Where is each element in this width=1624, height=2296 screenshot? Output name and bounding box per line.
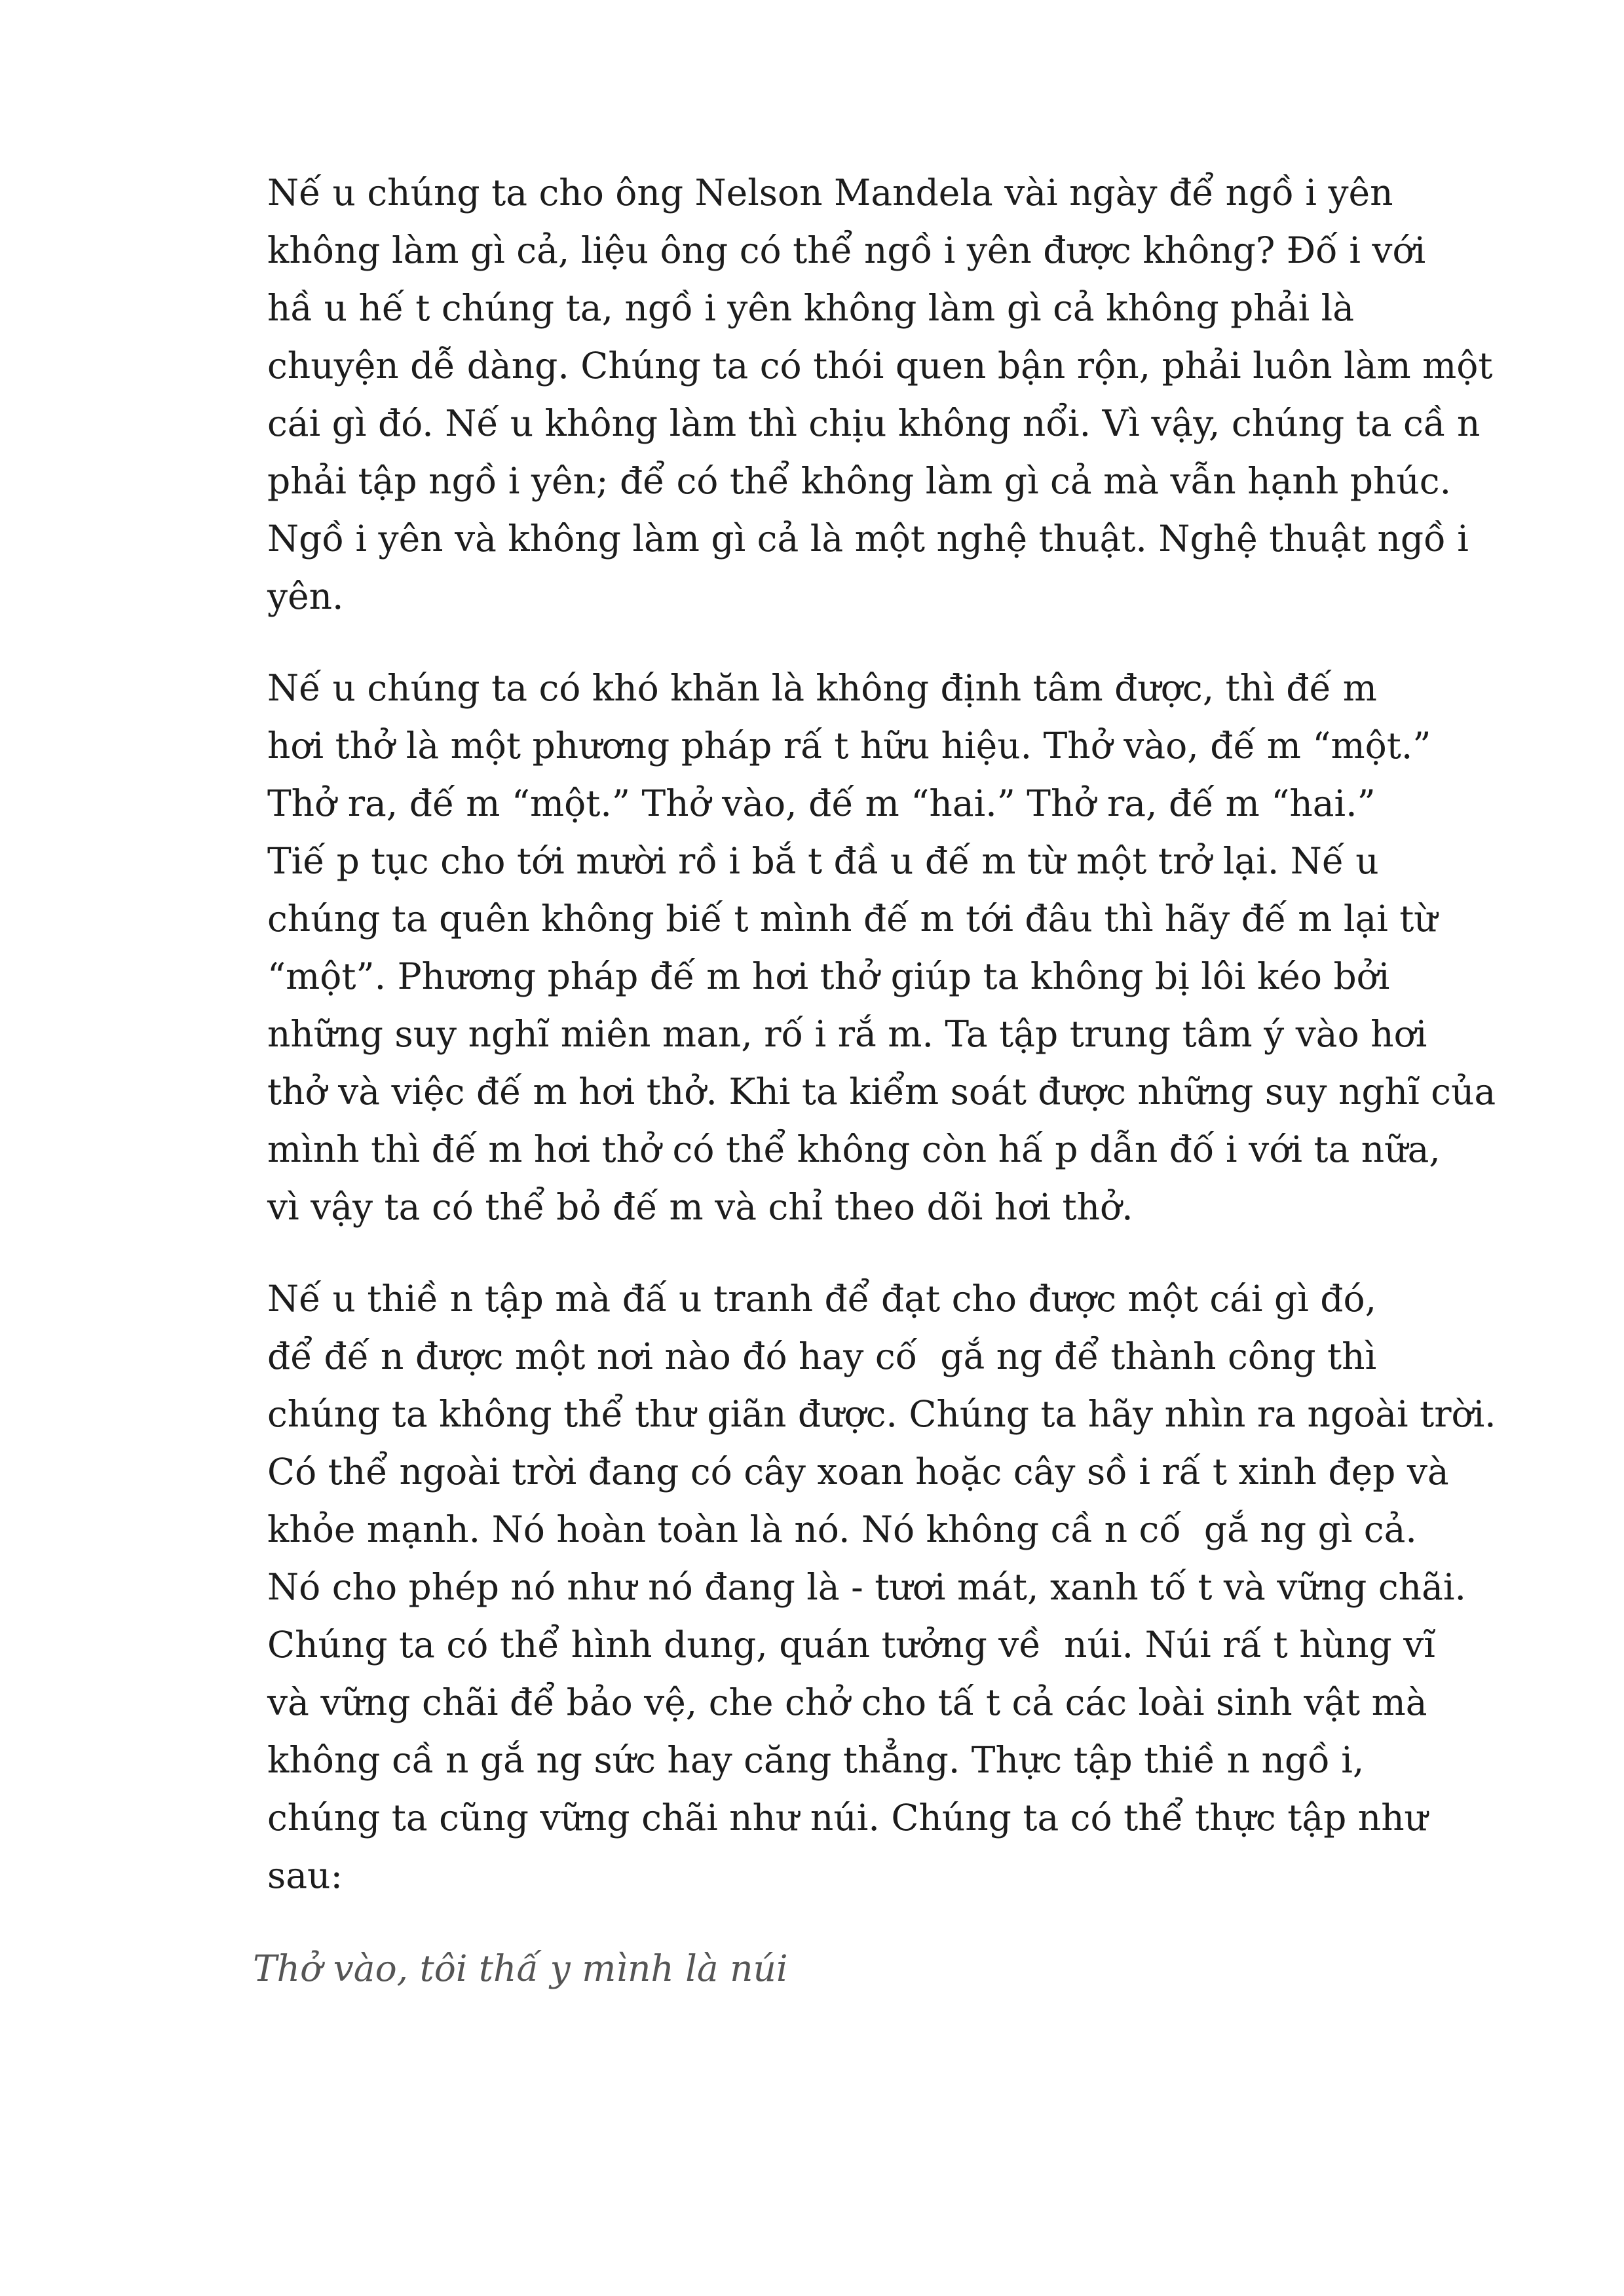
text-line: Ngồ i yên và không làm gì cả là một nghệ thuật. Nghệ thuật ngồ i [267, 518, 1469, 560]
paragraph-2 [211, 659, 1496, 1236]
text-line: chuyện dễ dàng. Chúng ta có thói quen bận rộn, phải luôn làm một [267, 345, 1493, 387]
text-line: phải tập ngồ i yên; để có thể không làm gì cả mà vẫn hạnh phúc. [267, 460, 1452, 502]
text-line: Chúng ta có thể hình dung, quán tưởng về núi. Núi rấ t hùng vĩ [267, 1624, 1435, 1666]
text-line: Thở ra, đế m “một.” Thở vào, đế m “hai.” Thở ra, đế m “hai.” [267, 782, 1376, 824]
text-line: Tiế p tục cho tới mười rồ i bắ t đầ u đế m từ một trở lại. Nế u [267, 840, 1379, 882]
text-line: Nế u chúng ta cho ông Nelson Mandela vài ngày để ngồ i yên [267, 172, 1393, 214]
text-line: chúng ta không thể thư giãn được. Chúng ta hãy nhìn ra ngoài trời. [267, 1393, 1496, 1435]
text-line: Nế u thiề n tập mà đấ u tranh để đạt cho được một cái gì đó, [267, 1278, 1377, 1320]
paragraph-3 [211, 1270, 1496, 1904]
text-line: Có thể ngoài trời đang có cây xoan hoặc cây sồ i rấ t xinh đẹp và [267, 1451, 1449, 1493]
text-line: chúng ta cũng vững chãi như núi. Chúng ta có thể thực tập như [267, 1797, 1428, 1839]
text-line: sau: [267, 1854, 343, 1896]
text-line: vì vậy ta có thể bỏ đế m và chỉ theo dõi hơi thở. [267, 1186, 1133, 1228]
text-line: yên. [267, 575, 344, 617]
text-line: những suy nghĩ miên man, rố i rắ m. Ta tập trung tâm ý vào hơi [267, 1013, 1427, 1055]
verse-line: Thở vào, tôi thấ y mình là núi [253, 1947, 788, 1989]
text-line: không cầ n gắ ng sức hay căng thẳng. Thực tập thiề n ngồ i, [267, 1739, 1365, 1781]
text-line: không làm gì cả, liệu ông có thể ngồ i yên được không? Đố i với [267, 229, 1426, 271]
text-line: chúng ta quên không biế t mình đế m tới đâu thì hãy đế m lại từ [267, 898, 1437, 940]
text-line: và vững chãi để bảo vệ, che chở cho tấ t cả các loài sinh vật mà [267, 1681, 1427, 1723]
text-line: để đế n được một nơi nào đó hay cố gắ ng để thành công thì [267, 1335, 1377, 1377]
text-line: hầ u hế t chúng ta, ngồ i yên không làm gì cả không phải là [267, 287, 1355, 329]
text-line: “một”. Phương pháp đế m hơi thở giúp ta không bị lôi kéo bởi [267, 955, 1390, 997]
text-line: mình thì đế m hơi thở có thể không còn hấ p dẫn đố i với ta nữa, [267, 1128, 1441, 1170]
text-line: khỏe mạnh. Nó hoàn toàn là nó. Nó không cầ n cố gắ ng gì cả. [267, 1508, 1417, 1550]
paragraph-1 [211, 164, 1493, 625]
text-line: thở và việc đế m hơi thở. Khi ta kiểm soát được những suy nghĩ của [267, 1071, 1496, 1113]
body-text [211, 164, 1496, 1938]
text-line: Nế u chúng ta có khó khăn là không định tâm được, thì đế m [267, 667, 1377, 709]
text-line: hơi thở là một phương pháp rấ t hữu hiệu. Thở vào, đế m “một.” [267, 725, 1431, 767]
text-line: cái gì đó. Nế u không làm thì chịu không nổi. Vì vậy, chúng ta cầ n [267, 402, 1481, 444]
text-line: Nó cho phép nó như nó đang là - tươi mát, xanh tố t và vững chãi. [267, 1566, 1466, 1608]
